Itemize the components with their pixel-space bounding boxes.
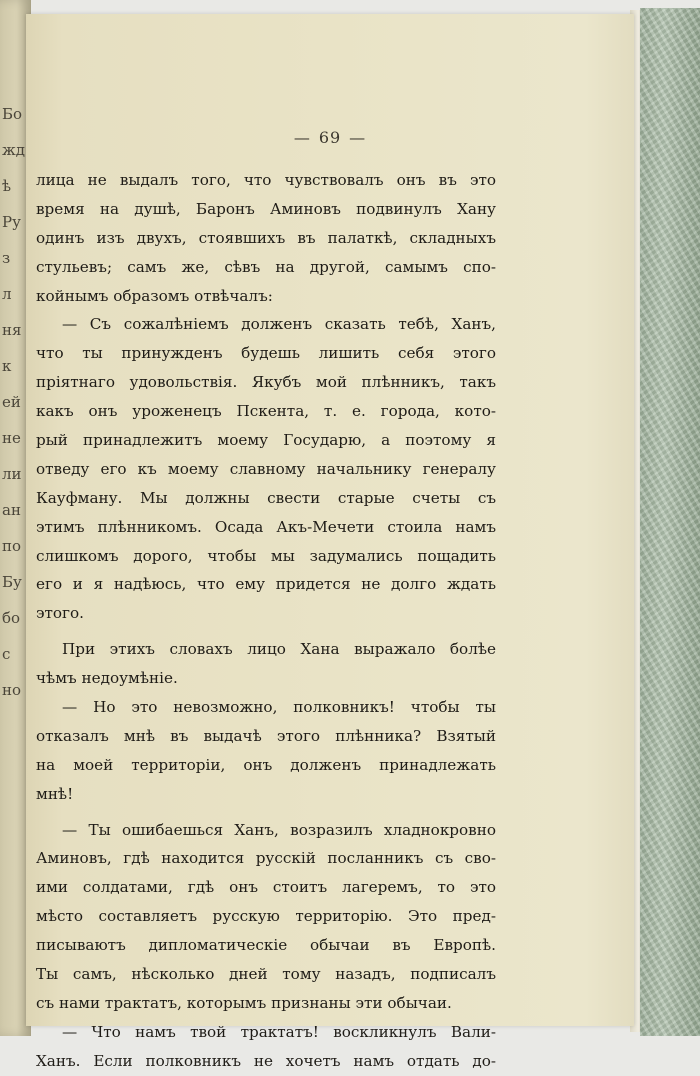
text-line: время на душѣ, Баронъ Аминовъ подвинулъ Хану — [36, 199, 496, 218]
text-line: Аминовъ, гдѣ находится русскій посланникъ съ сво- — [36, 849, 496, 868]
text-line: — Ты ошибаешься Ханъ, возразилъ хладнокровно — [62, 820, 496, 839]
text-line: чѣмъ недоумѣніе. — [36, 669, 178, 688]
text-line: одинъ изъ двухъ, стоявшихъ въ палаткѣ, складныхъ — [36, 228, 496, 247]
previous-page-fragment: ей — [2, 393, 21, 411]
text-line: — Съ сожалѣніемъ долженъ сказать тебѣ, Ханъ, — [62, 315, 496, 334]
text-line: писываютъ дипломатическіе обычаи въ Европѣ. — [36, 936, 496, 955]
previous-page-fragment: ан — [2, 501, 21, 519]
text-line: Ты самъ, нѣсколько дней тому назадъ, подписалъ — [36, 965, 496, 984]
previous-page-fragment: Бо — [2, 105, 23, 123]
page-number-dash-left: — — [293, 128, 311, 147]
previous-page-fragment: Ру — [2, 213, 21, 231]
text-line: отведу его къ моему славному начальнику генералу — [36, 459, 496, 478]
text-line: койнымъ образомъ отвѣчалъ: — [36, 286, 273, 305]
paragraph-gap — [36, 628, 496, 635]
text-line: При этихъ словахъ лицо Хана выражало болѣе — [62, 640, 496, 659]
text-line: пріятнаго удовольствія. Якубъ мой плѣнникъ, такъ — [36, 373, 496, 392]
previous-page-fragment: не — [2, 429, 21, 447]
previous-page-fragment: л — [2, 285, 12, 303]
previous-page-fragment: бо — [2, 609, 21, 627]
text-line: стульевъ; самъ же, сѣвъ на другой, самымъ спо- — [36, 257, 496, 276]
text-line: мѣсто составляетъ русскую территорію. Это пред- — [36, 907, 496, 926]
previous-page-text-fragments — [2, 96, 28, 708]
previous-page-fragment: Бу — [2, 573, 22, 591]
text-line: его и я надѣюсь, что ему придется не долго ждать — [36, 575, 496, 594]
text-line: Кауфману. Мы должны свести старые счеты съ — [36, 488, 496, 507]
paragraph-gap — [36, 809, 496, 816]
text-line: отказалъ мнѣ въ выдачѣ этого плѣнника? Взятый — [36, 726, 496, 745]
page-number-value: 69 — [318, 128, 342, 147]
page-number — [26, 128, 634, 147]
previous-page-fragment: к — [2, 357, 12, 375]
text-line: этого. — [36, 604, 84, 623]
previous-page-fragment: жд — [2, 141, 26, 159]
previous-page-fragment: ли — [2, 465, 22, 483]
previous-page-fragment: но — [2, 681, 22, 699]
page-number-dash-right: — — [349, 128, 367, 147]
text-line: съ нами трактатъ, которымъ признаны эти обычаи. — [36, 993, 452, 1012]
previous-page-fragment: ѣ — [2, 177, 12, 195]
text-line: Ханъ. Если полковникъ не хочетъ намъ отдать до- — [36, 1051, 496, 1070]
text-line: слишкомъ дорого, чтобы мы задумались пощадить — [36, 546, 496, 565]
text-line: на моей территоріи, онъ долженъ принадлежать — [36, 755, 496, 774]
book-page — [26, 14, 634, 1070]
text-line: какъ онъ уроженецъ Пскента, т. е. города, кото- — [36, 402, 496, 421]
text-line: — Но это невозможно, полковникъ! чтобы ты — [62, 698, 496, 717]
text-line: рый принадлежитъ моему Государю, а поэтому я — [36, 431, 496, 450]
text-line: этимъ плѣнникомъ. Осада Акъ-Мечети стоила намъ — [36, 517, 496, 536]
text-line: — Что намъ твой трактатъ! воскликнулъ Вали- — [62, 1022, 496, 1041]
previous-page-fragment: ня — [2, 321, 22, 339]
text-line: лица не выдалъ того, что чувствовалъ онъ въ это — [36, 171, 496, 189]
text-line: мнѣ! — [36, 784, 74, 803]
previous-page-fragment: с — [2, 645, 11, 663]
text-line: ими солдатами, гдѣ онъ стоитъ лагеремъ, то это — [36, 878, 496, 897]
text-line: что ты принужденъ будешь лишить себя этого — [36, 344, 496, 363]
marbled-cover — [640, 8, 700, 1036]
previous-page-fragment: по — [2, 537, 22, 555]
body-text — [36, 166, 496, 1076]
previous-page-fragment: з — [2, 249, 11, 267]
